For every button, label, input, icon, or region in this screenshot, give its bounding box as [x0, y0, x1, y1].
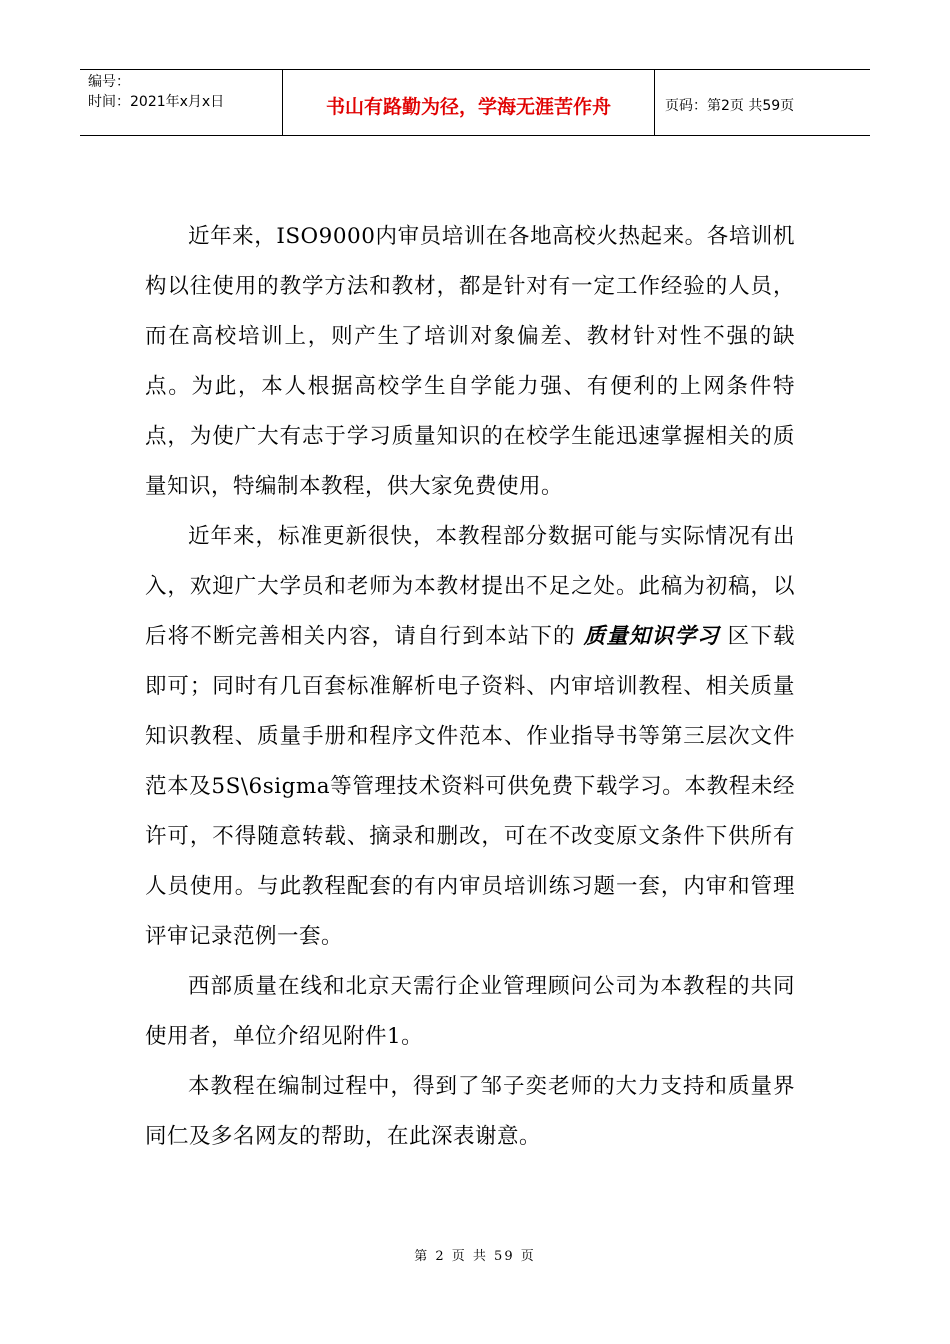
number-label: 编号：	[88, 74, 130, 90]
header-page-info	[655, 70, 870, 135]
paragraph-2	[145, 512, 795, 962]
document-body	[145, 212, 795, 1162]
page-footer	[0, 1245, 950, 1264]
quality-knowledge-link-text: 质量知识学习	[583, 624, 720, 649]
header-motto	[283, 70, 655, 135]
page-info-text: 页码：第2页 共59页	[665, 97, 795, 114]
time-label: 时间：2021年x月x日	[88, 94, 225, 110]
footer-page-number: 第 2 页 共 59 页	[414, 1249, 536, 1264]
document-header	[80, 69, 870, 136]
paragraph-2-part-b: 区下载即可；同时有几百套标准解析电子资料、内审培训教程、相关质量知识教程、质量手册和程序文件范本、作业指导书等第三层次文件范本及5S\6sigma等管理技术资料可供免费下载学习。本教程未经许可，不得随意转载、摘录和删改，可在不改变原文条件下供所有人员使用。与此教程配套的有内审员培训练习题一套，内审和管理评审记录范例一套。	[145, 624, 795, 949]
paragraph-4: 本教程在编制过程中，得到了邹子奕老师的大力支持和质量界同仁及多名网友的帮助，在此深表谢意。	[145, 1074, 795, 1149]
paragraph-1: 近年来，ISO9000内审员培训在各地高校火热起来。各培训机构以往使用的教学方法和教材，都是针对有一定工作经验的人员，而在高校培训上，则产生了培训对象偏差、教材针对性不强的缺点。为此，本人根据高校学生自学能力强、有便利的上网条件特点，为使广大有志于学习质量知识的在校学生能迅速掌握相关的质量知识，特编制本教程，供大家免费使用。	[145, 224, 795, 499]
paragraph-3: 西部质量在线和北京天需行企业管理顾问公司为本教程的共同使用者，单位介绍见附件1。	[145, 974, 795, 1049]
paragraph-2-part-a: 近年来，标准更新很快，本教程部分数据可能与实际情况有出入，欢迎广大学员和老师为本教材提出不足之处。此稿为初稿，以后将不断完善相关内容，请自行到本站下的	[145, 524, 795, 649]
motto-text: 书山有路勤为径，学海无涯苦作舟	[325, 96, 611, 118]
header-meta	[80, 70, 283, 135]
